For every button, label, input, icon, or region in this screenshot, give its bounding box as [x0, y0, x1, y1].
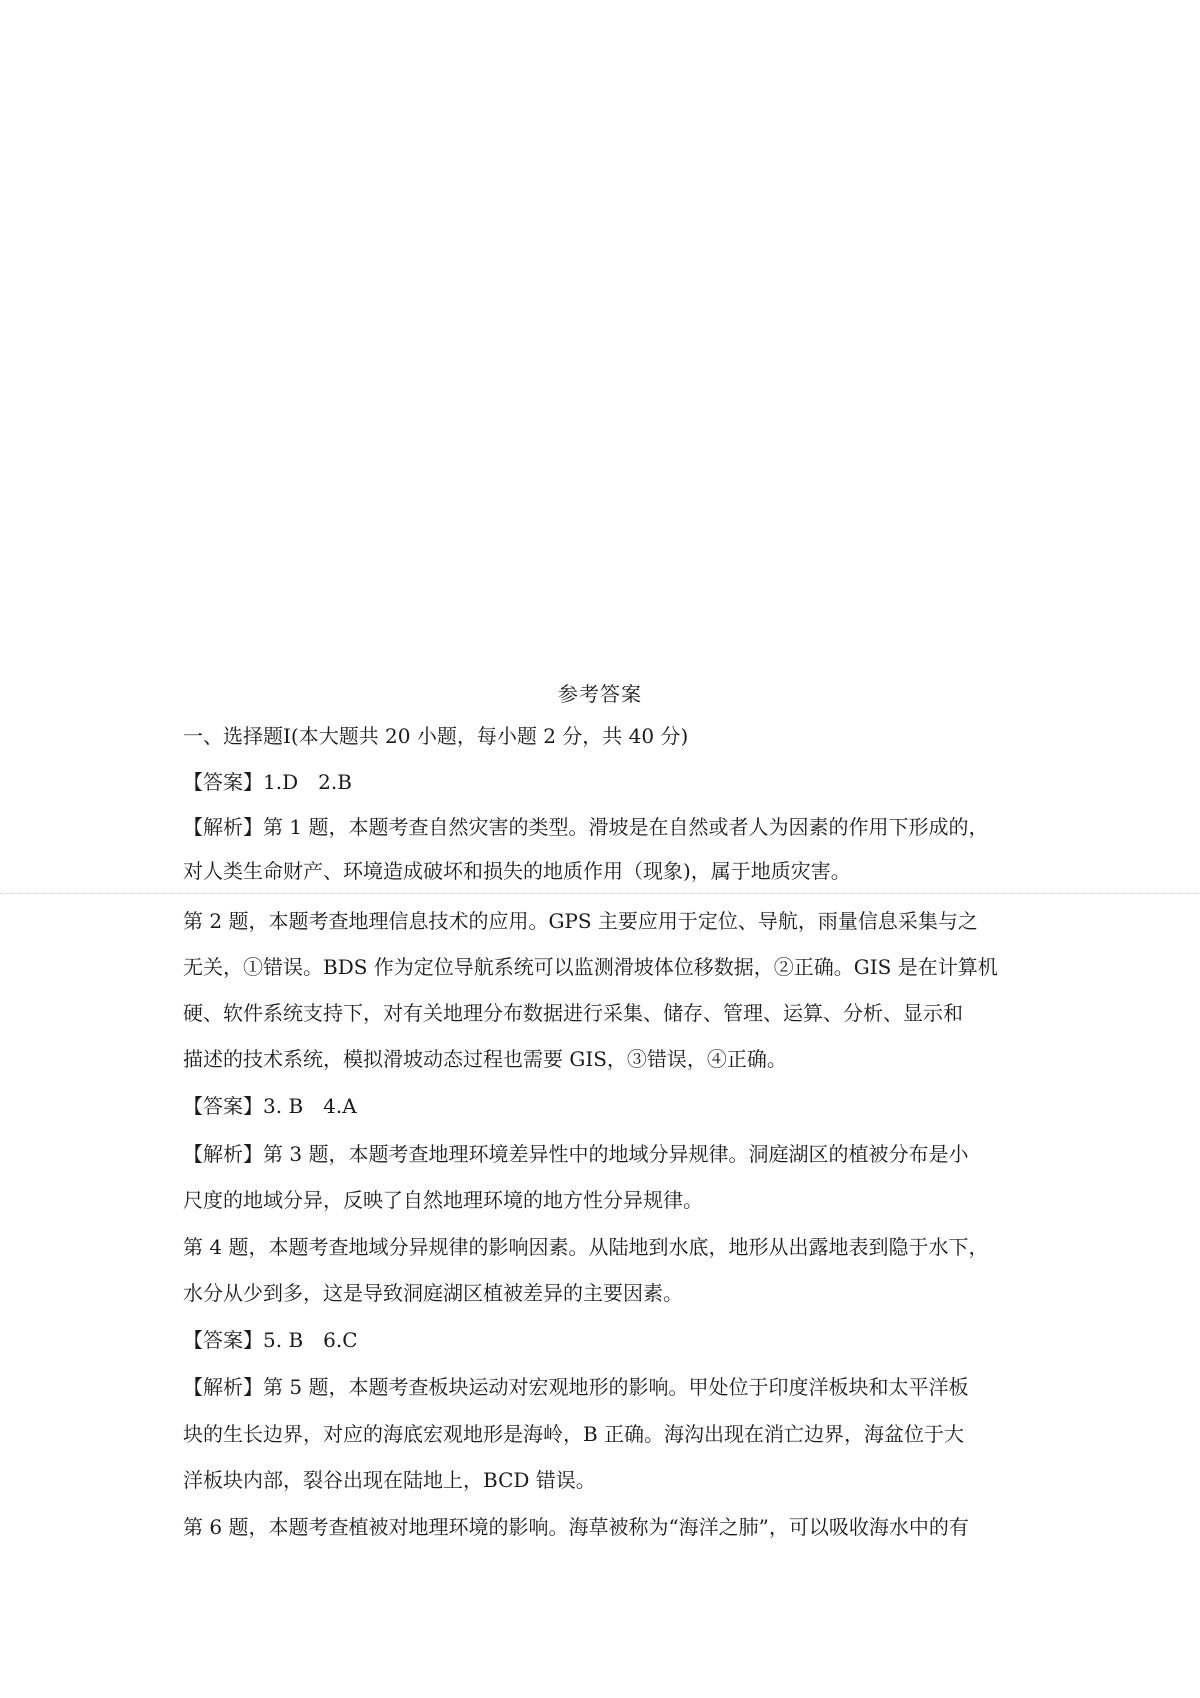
- page-divider: [0, 893, 1200, 894]
- analysis-line: 第 2 题，本题考查地理信息技术的应用。GPS 主要应用于定位、导航，雨量信息采集与之: [183, 909, 978, 933]
- analysis-line: 【解析】第 3 题，本题考查地理环境差异性中的地域分异规律。洞庭湖区的植被分布是小: [183, 1142, 969, 1166]
- analysis-line: 第 4 题，本题考查地域分异规律的影响因素。从陆地到水底，地形从出露地表到隐于水下，: [183, 1235, 989, 1259]
- analysis-line: 对人类生命财产、环境造成破坏和损失的地质作用（现象)，属于地质灾害。: [183, 859, 851, 883]
- analysis-line: 块的生长边界，对应的海底宏观地形是海岭，B 正确。海沟出现在消亡边界，海盆位于大: [183, 1422, 965, 1446]
- answer-line: 【答案】3. B 4.A: [183, 1094, 357, 1118]
- answer-line: 【答案】1.D 2.B: [183, 770, 352, 794]
- analysis-line: 尺度的地域分异，反映了自然地理环境的地方性分异规律。: [183, 1188, 703, 1212]
- answer-line: 【答案】5. B 6.C: [183, 1328, 358, 1352]
- section-heading: 一、选择题Ⅰ(本大题共 20 小题，每小题 2 分，共 40 分): [183, 724, 689, 748]
- analysis-line: 第 6 题，本题考查植被对地理环境的影响。海草被称为“海洋之肺”，可以吸收海水中的有: [183, 1515, 969, 1539]
- analysis-line: 【解析】第 5 题，本题考查板块运动对宏观地形的影响。甲处位于印度洋板块和太平洋板: [183, 1375, 969, 1399]
- analysis-line: 【解析】第 1 题，本题考查自然灾害的类型。滑坡是在自然或者人为因素的作用下形成的，: [183, 815, 989, 839]
- analysis-line: 硬、软件系统支持下，对有关地理分布数据进行采集、储存、管理、运算、分析、显示和: [183, 1001, 963, 1025]
- analysis-line: 无关，①错误。BDS 作为定位导航系统可以监测滑坡体位移数据，②正确。GIS 是在计算机: [183, 955, 998, 979]
- analysis-line: 描述的技术系统，模拟滑坡动态过程也需要 GIS，③错误，④正确。: [183, 1047, 787, 1071]
- analysis-line: 水分从少到多，这是导致洞庭湖区植被差异的主要因素。: [183, 1281, 683, 1305]
- page-title: 参考答案: [558, 682, 642, 706]
- analysis-line: 洋板块内部，裂谷出现在陆地上，BCD 错误。: [183, 1468, 596, 1492]
